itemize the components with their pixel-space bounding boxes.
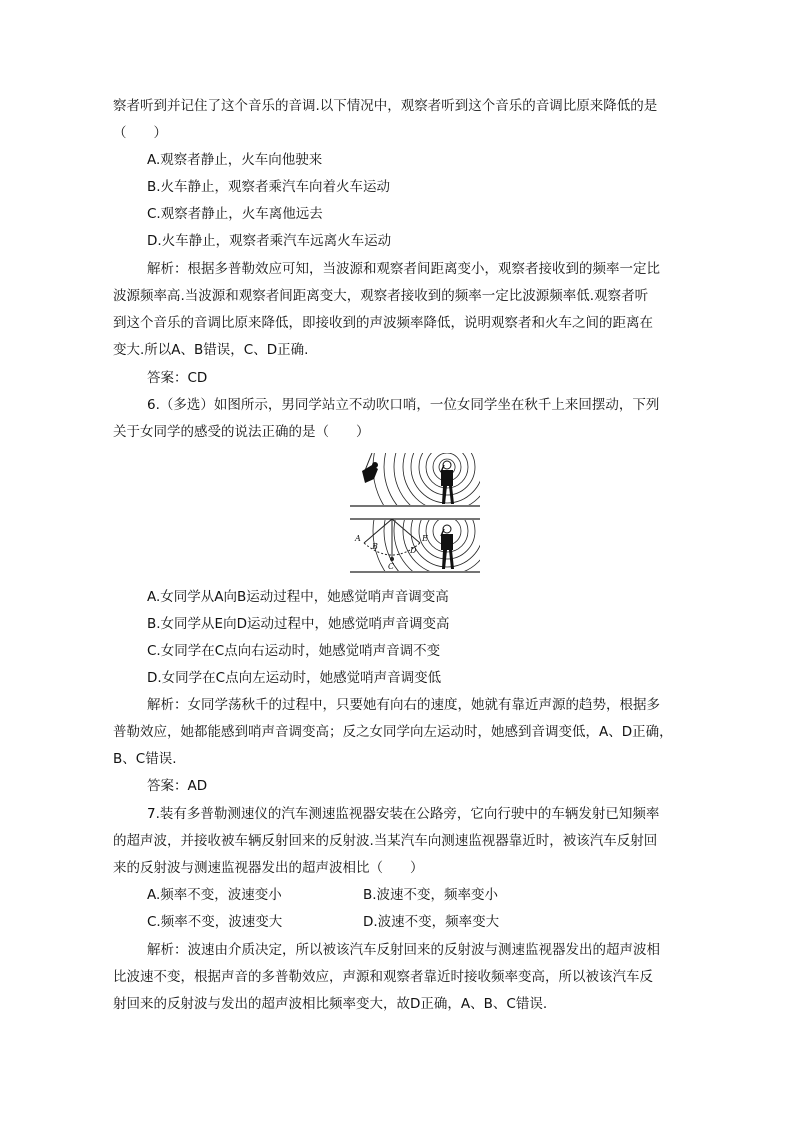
q6-stem-line-1: 6.（多选）如图所示，男同学站立不动吹口哨，一位女同学坐在秋千上来回摆动，下列 <box>147 397 660 413</box>
label-c: C <box>388 562 395 571</box>
q7-option-b: B.波速不变，频率变小 <box>363 887 499 903</box>
q7-analysis-line-2: 比波速不变，根据声音的多普勒效应，声源和观察者靠近时接收频率变高，所以被该汽车反 <box>113 969 653 985</box>
q5-option-d: D.火车静止，观察者乘汽车远离火车运动 <box>147 233 392 249</box>
label-b: B <box>372 542 378 551</box>
q6-stem-line-2: 关于女同学的感受的说法正确的是（ ） <box>113 424 370 440</box>
q6-option-a: A.女同学从A向B运动过程中，她感觉哨声音调变高 <box>147 589 449 605</box>
label-d: D <box>410 546 417 555</box>
q7-analysis-line-1: 解析：波速由介质决定，所以被该汽车反射回来的反射波与测速监视器发出的超声波相 <box>147 942 660 958</box>
q6-analysis-line-3: B、C错误. <box>113 751 177 767</box>
q5-option-c: C.观察者静止，火车离他远去 <box>147 206 323 222</box>
q7-analysis-line-3: 射回来的反射波与发出的超声波相比频率变大，故D正确，A、B、C错误. <box>113 996 548 1012</box>
q5-stem-line-2: （ ） <box>113 125 167 141</box>
q5-option-a: A.观察者静止，火车向他驶来 <box>147 152 323 168</box>
q6-analysis-line-2: 普勒效应，她都能感到哨声音调变高；反之女同学向左运动时，她感到音调变低，A、D正确， <box>113 724 673 740</box>
q6-option-b: B.女同学从E向D运动过程中，她感觉哨声音调变高 <box>147 616 450 632</box>
q5-stem-line-1: 察者听到并记住了这个音乐的音调.以下情况中，观察者听到这个音乐的音调比原来降低的是 <box>113 98 658 114</box>
q7-stem-line-3: 来的反射波与测速监视器发出的超声波相比（ ） <box>113 860 424 876</box>
q5-analysis-line-3: 到这个音乐的音调比原来降低，即接收到的声波频率降低，说明观察者和火车之间的距离在 <box>113 315 653 331</box>
q5-analysis-line-1: 解析：根据多普勒效应可知，当波源和观察者间距离变小，观察者接收到的频率一定比 <box>147 261 660 277</box>
q7-option-c: C.频率不变，波速变大 <box>147 914 283 930</box>
q7-stem-line-2: 的超声波，并接收被车辆反射回来的反射波.当某汽车向测速监视器靠近时，被该汽车反射回 <box>113 833 658 849</box>
q6-option-d: D.女同学在C点向左运动时，她感觉哨声音调变低 <box>147 670 442 686</box>
swing-figure-bottom <box>350 517 480 573</box>
q7-stem-line-1: 7.装有多普勒测速仪的汽车测速监视器安装在公路旁，它向行驶中的车辆发射已知频率 <box>147 806 660 822</box>
q6-analysis-line-1: 解析：女同学荡秋千的过程中，只要她有向右的速度，她就有靠近声源的趋势，根据多 <box>147 697 660 713</box>
q6-option-c: C.女同学在C点向右运动时，她感觉哨声音调不变 <box>147 643 441 659</box>
label-e: E <box>422 534 428 543</box>
q5-answer: 答案：CD <box>147 370 208 386</box>
q7-option-d: D.波速不变，频率变大 <box>363 914 500 930</box>
label-a: A <box>355 534 361 543</box>
q5-analysis-line-2: 波源频率高.当波源和观察者间距离变大，观察者接收到的频率一定比波源频率低.观察者听 <box>113 288 649 304</box>
q6-answer: 答案：AD <box>147 778 208 794</box>
q5-analysis-line-4: 变大.所以A、B错误，C、D正确. <box>113 342 309 358</box>
q5-option-b: B.火车静止，观察者乘汽车向着火车运动 <box>147 179 391 195</box>
swing-figure-top <box>350 453 480 509</box>
q7-option-a: A.频率不变，波速变小 <box>147 887 282 903</box>
